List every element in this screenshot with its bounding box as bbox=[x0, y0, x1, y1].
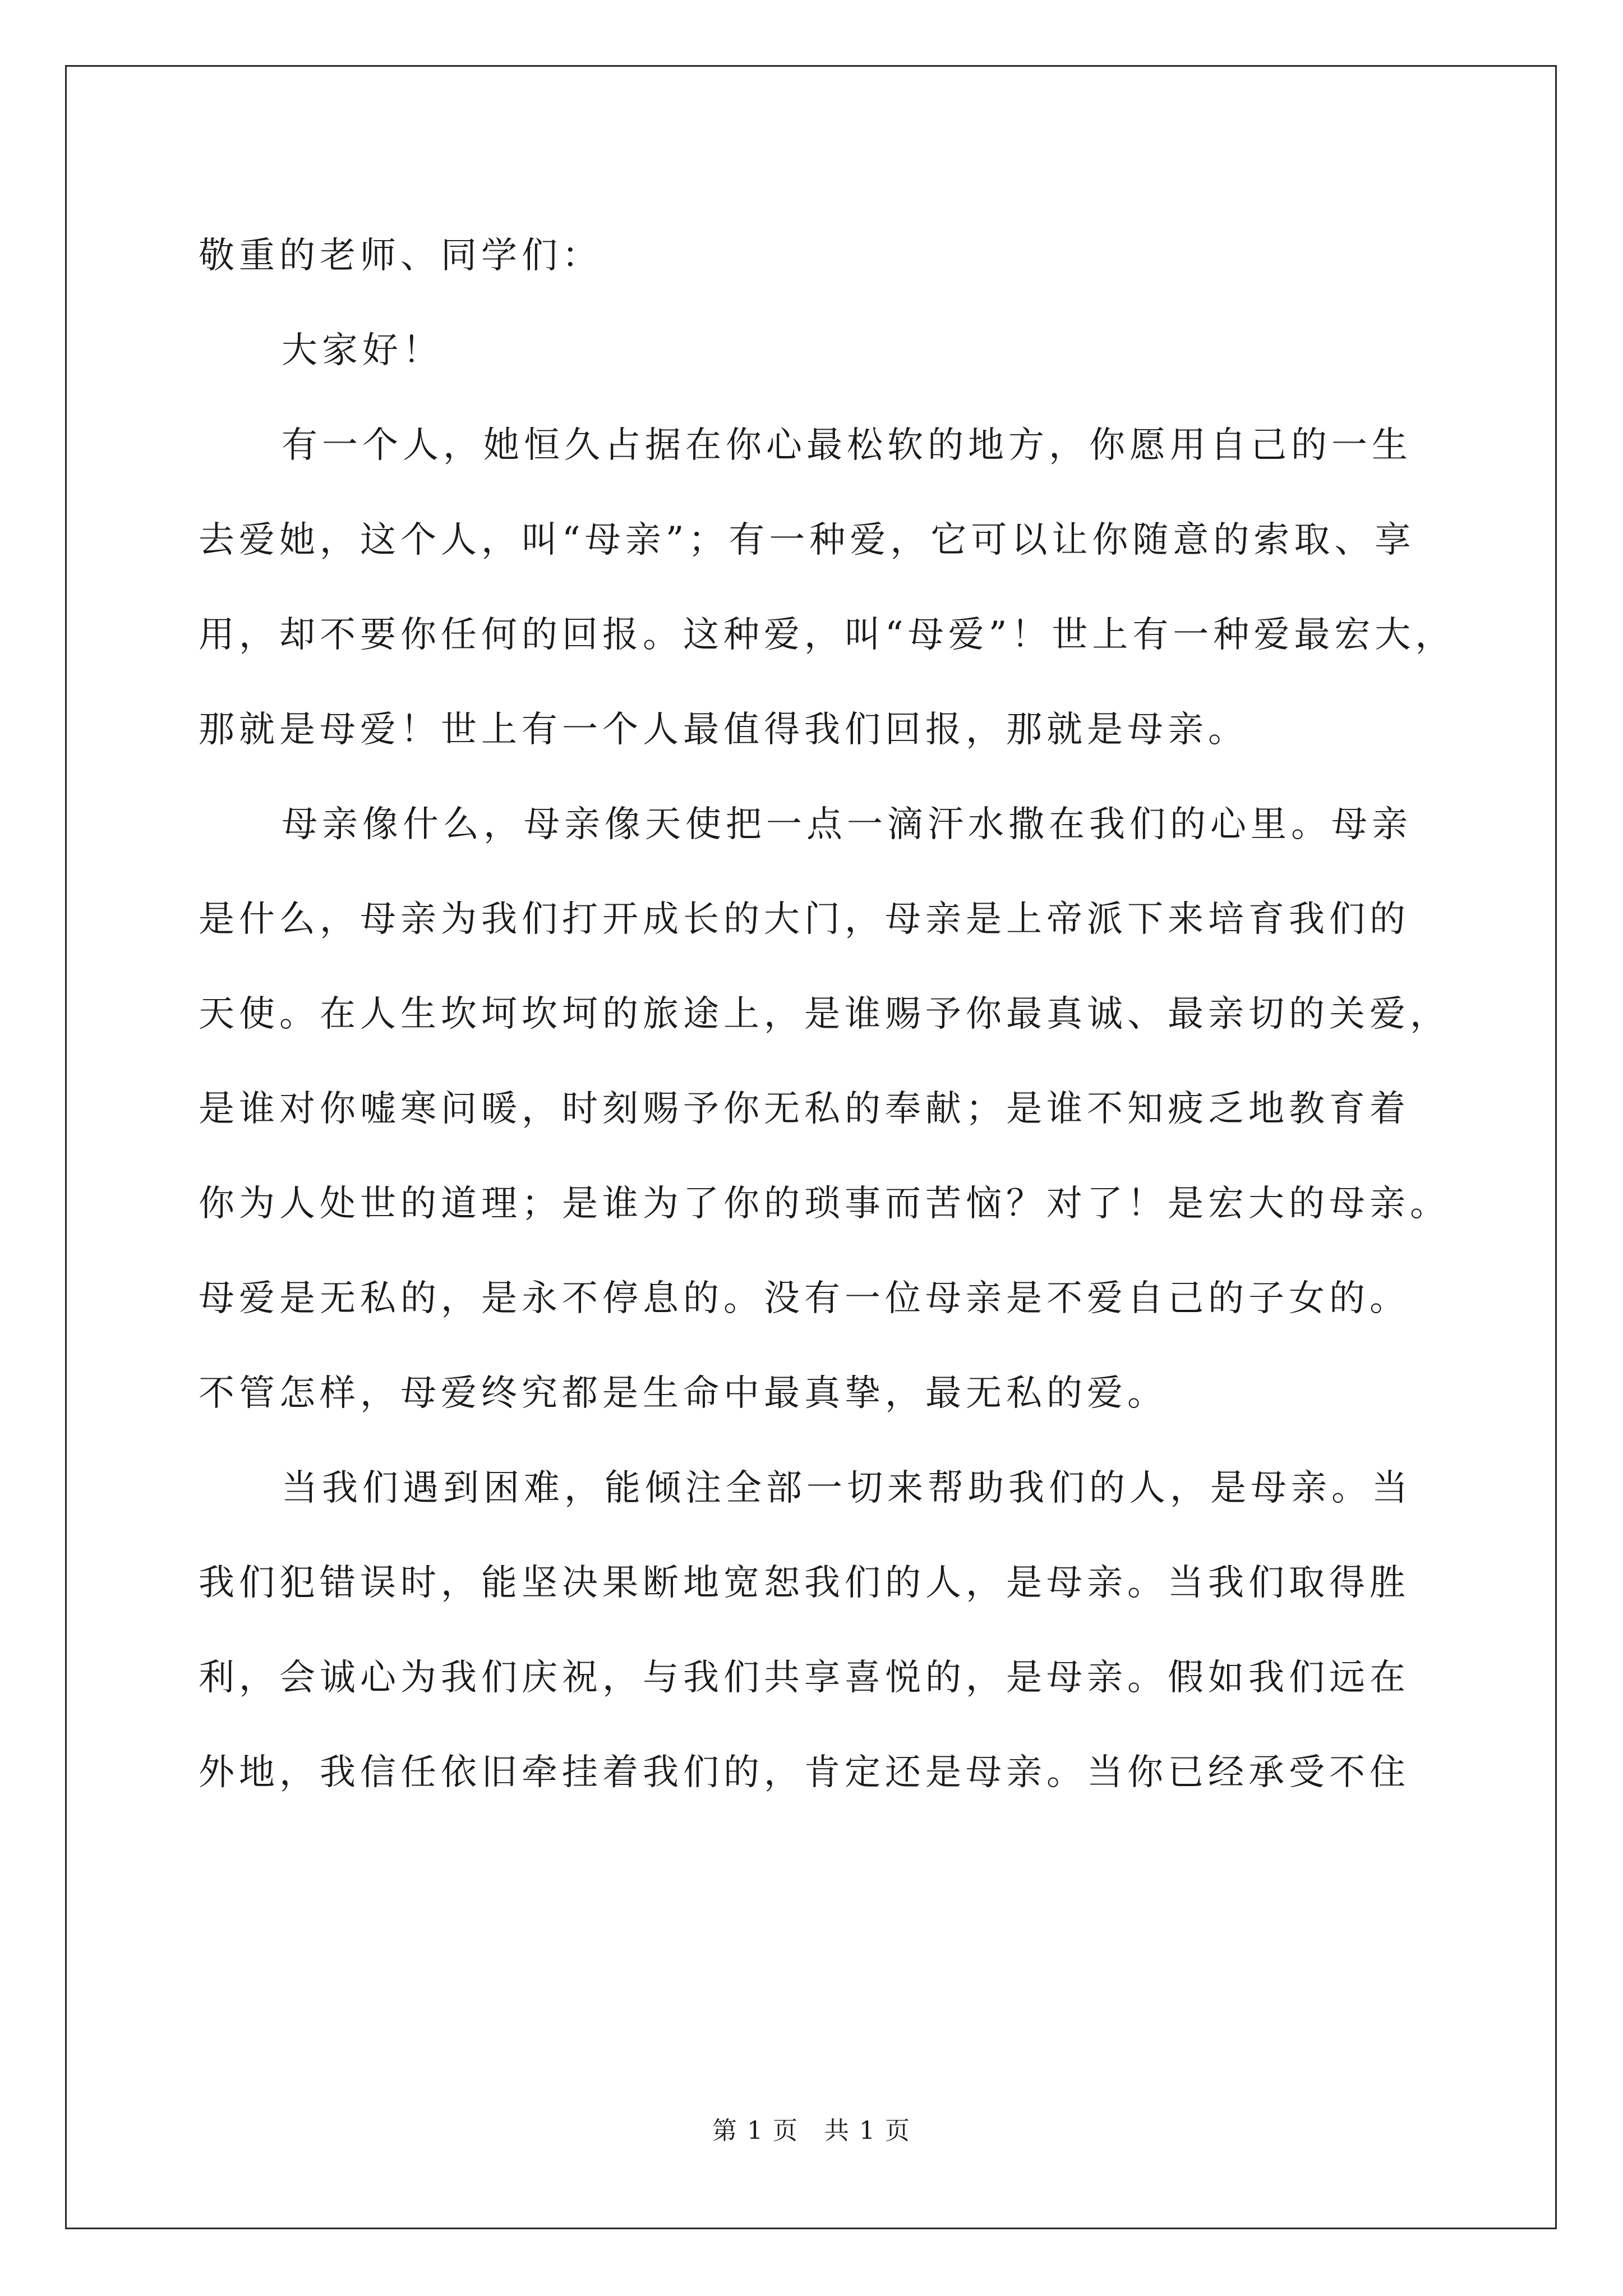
paragraph-line: 不管怎样，母爱终究都是生命中最真挚，最无私的爱。 bbox=[199, 1373, 1168, 1414]
salutation-line: 敬重的老师、同学们： bbox=[199, 235, 602, 277]
document-body bbox=[199, 209, 1456, 1820]
paragraph-line: 外地，我信任依旧牵挂着我们的，肯定还是母亲。当你已经承受不住 bbox=[199, 1752, 1410, 1793]
paragraph-line: 天使。在人生坎坷坎坷的旅途上，是谁赐予你最真诚、最亲切的关爱， bbox=[199, 993, 1450, 1035]
paragraph-line: 是谁对你嘘寒问暖，时刻赐予你无私的奉献；是谁不知疲乏地教育着 bbox=[199, 1088, 1410, 1130]
paragraph-line: 母亲像什么，母亲像天使把一点一滴汗水撒在我们的心里。母亲 bbox=[282, 804, 1412, 845]
paragraph-line: 当我们遇到困难，能倾注全部一切来帮助我们的人，是母亲。当 bbox=[282, 1467, 1412, 1509]
paragraph-line: 母爱是无私的，是永不停息的。没有一位母亲是不爱自己的子女的。 bbox=[199, 1278, 1410, 1319]
paragraph-line: 用，却不要你任何的回报。这种爱，叫“母爱”！世上有一种爱最宏大， bbox=[199, 614, 1456, 656]
paragraph-line: 你为人处世的道理；是谁为了你的琐事而苦恼？对了！是宏大的母亲。 bbox=[199, 1183, 1450, 1225]
page-number-footer: 第 1 页 共 1 页 bbox=[712, 2116, 911, 2145]
paragraph-line: 我们犯错误时，能坚决果断地宽恕我们的人，是母亲。当我们取得胜 bbox=[199, 1562, 1410, 1604]
greeting-line: 大家好！ bbox=[282, 330, 443, 371]
paragraph-line: 有一个人，她恒久占据在你心最松软的地方，你愿用自己的一生 bbox=[282, 425, 1412, 466]
paragraph-line: 是什么，母亲为我们打开成长的大门，母亲是上帝派下来培育我们的 bbox=[199, 899, 1410, 940]
paragraph-line: 利，会诚心为我们庆祝，与我们共享喜悦的，是母亲。假如我们远在 bbox=[199, 1657, 1410, 1699]
paragraph-line: 去爱她，这个人，叫“母亲”；有一种爱，它可以让你随意的索取、享 bbox=[199, 519, 1415, 561]
paragraph-line: 那就是母爱！世上有一个人最值得我们回报，那就是母亲。 bbox=[199, 709, 1248, 751]
